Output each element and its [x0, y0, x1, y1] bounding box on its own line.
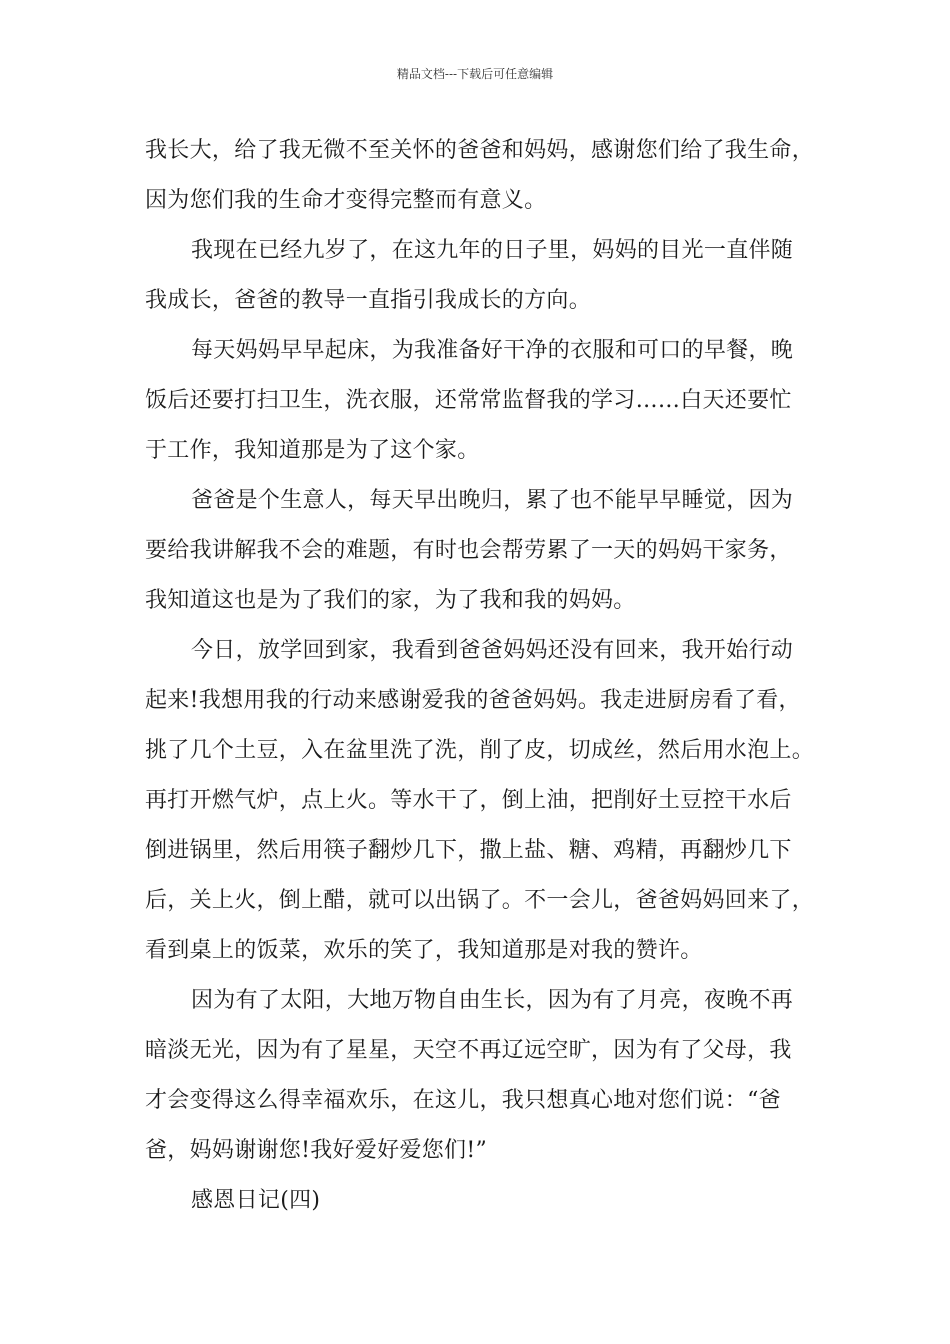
text-line: 倒进锅里，然后用筷子翻炒几下，撒上盐、糖、鸡精，再翻炒几下 — [145, 838, 792, 863]
text-line: 后，关上火，倒上醋，就可以出锅了。不一会儿，爸爸妈妈回来了， — [145, 888, 815, 913]
text-line: 起来!我想用我的行动来感谢爱我的爸爸妈妈。我走进厨房看了看， — [145, 688, 801, 713]
text-line: 爸，妈妈谢谢您!我好爱好爱您们!” — [145, 1138, 488, 1163]
text-line: 因为有了太阳，大地万物自由生长，因为有了月亮，夜晚不再 — [191, 988, 794, 1013]
text-line: 暗淡无光，因为有了星星，天空不再辽远空旷，因为有了父母，我 — [145, 1038, 792, 1063]
text-line: 我知道这也是为了我们的家，为了我和我的妈妈。 — [145, 588, 636, 613]
text-line: 我现在已经九岁了，在这九年的日子里，妈妈的目光一直伴随 — [191, 238, 794, 263]
text-line: 感恩日记(四) — [191, 1188, 321, 1213]
text-line: 今日，放学回到家，我看到爸爸妈妈还没有回来，我开始行动 — [191, 638, 794, 663]
text-line: 我成长，爸爸的教导一直指引我成长的方向。 — [145, 288, 592, 313]
page-header: 精品文档---下载后可任意编辑 — [396, 67, 554, 81]
text-line: 饭后还要打扫卫生，洗衣服，还常常监督我的学习……白天还要忙 — [145, 388, 792, 413]
text-line: 因为您们我的生命才变得完整而有意义。 — [145, 188, 547, 213]
text-line: 才会变得这么得幸福欢乐，在这儿，我只想真心地对您们说：“爸 — [145, 1088, 781, 1113]
text-line: 挑了几个土豆，入在盆里洗了洗，削了皮，切成丝，然后用水泡上。 — [145, 738, 815, 763]
text-line: 再打开燃气炉，点上火。等水干了，倒上油，把削好土豆控干水后 — [145, 788, 792, 813]
text-line: 爸爸是个生意人，每天早出晚归，累了也不能早早睡觉，因为 — [191, 488, 794, 513]
text-line: 每天妈妈早早起床，为我准备好干净的衣服和可口的早餐，晚 — [191, 338, 794, 363]
text-line: 看到桌上的饭菜，欢乐的笑了，我知道那是对我的赞许。 — [145, 938, 703, 963]
text-line: 我长大，给了我无微不至关怀的爸爸和妈妈，感谢您们给了我生命， — [145, 138, 815, 163]
text-line: 要给我讲解我不会的难题，有时也会帮劳累了一天的妈妈干家务， — [145, 538, 792, 563]
document-body — [145, 126, 825, 1226]
text-line: 于工作，我知道那是为了这个家。 — [145, 438, 480, 463]
